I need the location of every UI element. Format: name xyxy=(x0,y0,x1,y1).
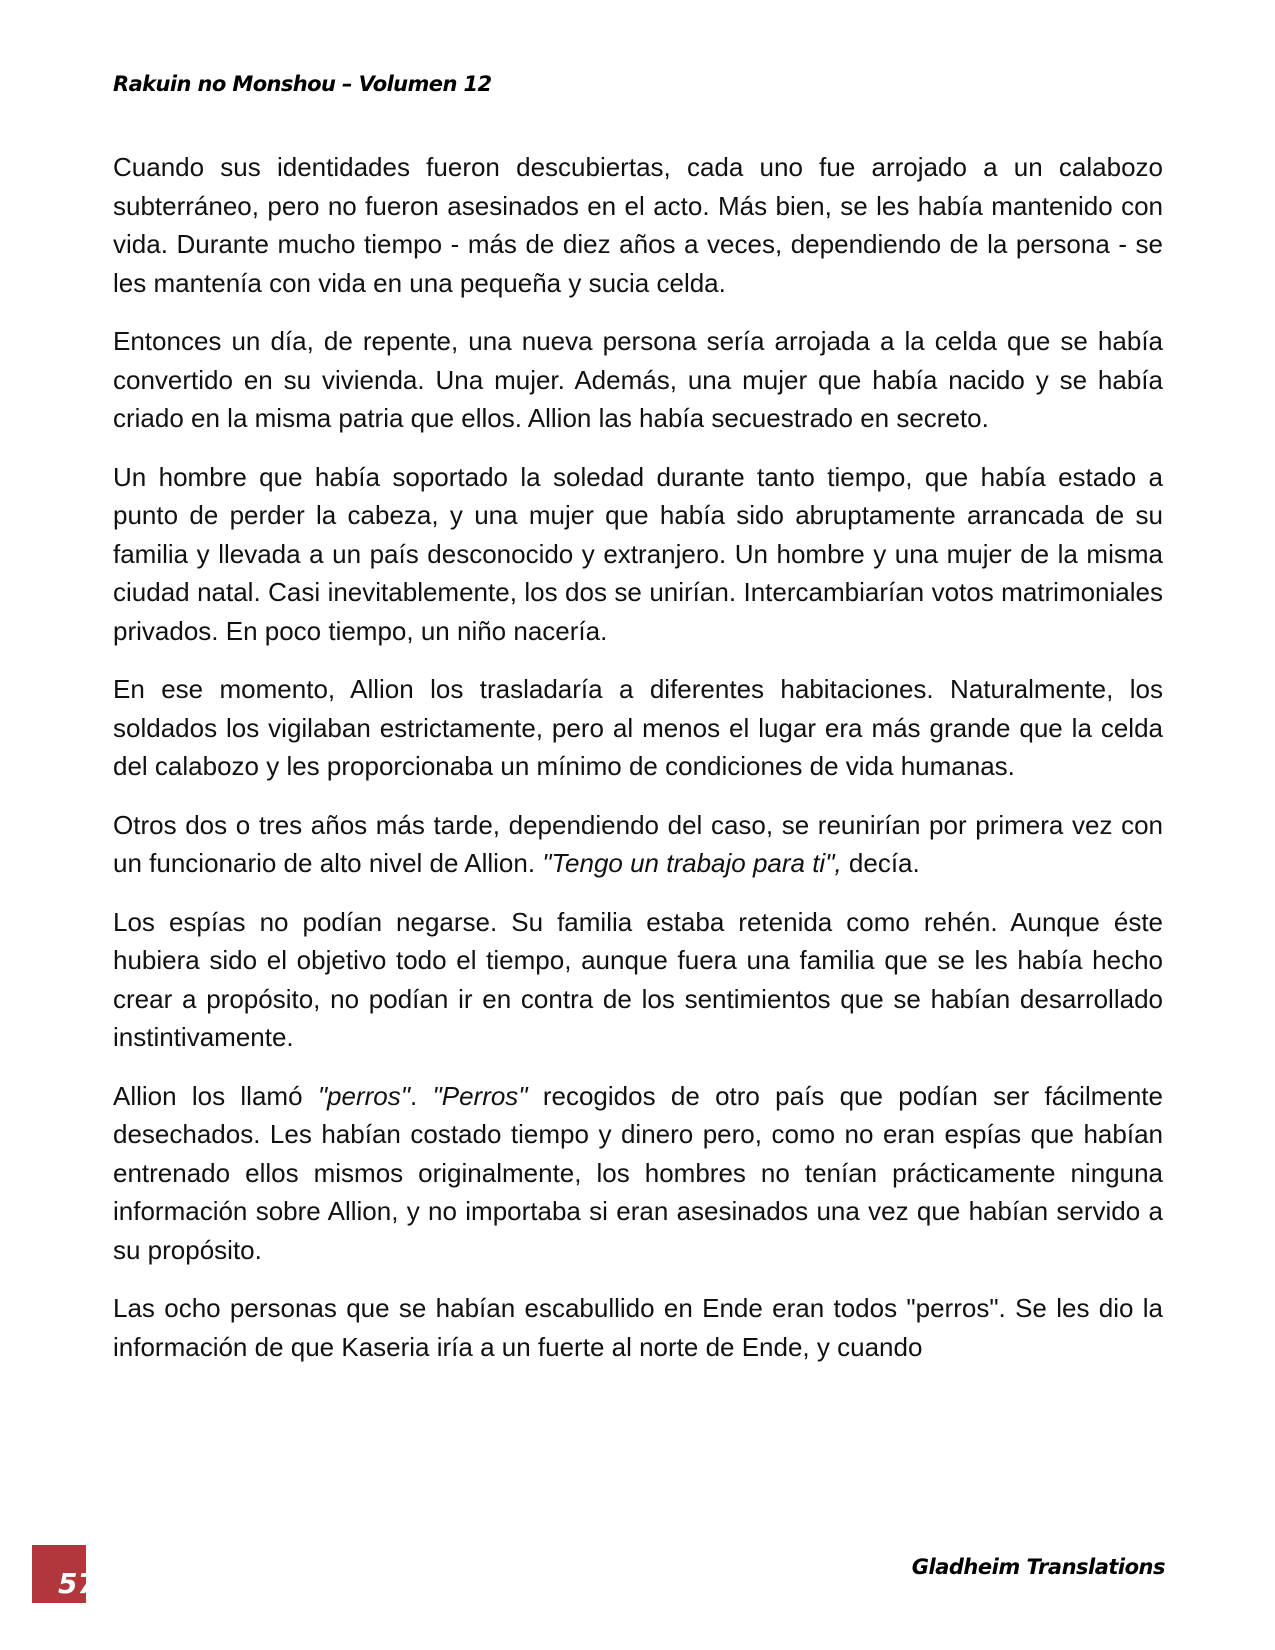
paragraph-8: Las ocho personas que se habían escabullido en Ende eran todos "perros". Se les dio la información de que Kaseria iría a un fuerte al norte de Ende, y cuando xyxy=(113,1293,1163,1362)
paragraph-5-text-end: decía. xyxy=(841,848,920,878)
paragraph-7-quote-2: "Perros" xyxy=(432,1080,528,1111)
page-number: 57 xyxy=(58,1567,97,1600)
paragraph-5-quote: "Tengo un trabajo para ti", xyxy=(542,848,842,878)
translator-credit: Gladheim Translations xyxy=(911,1555,1165,1579)
paragraph-7-text-end: recogidos de otro país que podían ser fácilmente desechados. Les habían costado tiempo y dinero pero, como no eran espías que habían entrenado ellos mismos originalmente, los hombres no tenían prácticamente ninguna información sobre Allion, y no importaba si eran asesinados una vez que habían servido a su propósito. xyxy=(113,1080,1163,1265)
page-number-underline xyxy=(32,1603,86,1607)
paragraph-3: Un hombre que había soportado la soledad durante tanto tiempo, que había estado a punto de perder la cabeza, y una mujer que había sido abruptamente arrancada de su familia y llevada a un país desconocido y extranjero. Un hombre y una mujer de la misma ciudad natal. Casi inevitablemente, los dos se unirían. Intercambiarían votos matrimoniales privados. En poco tiempo, un niño nacería. xyxy=(113,461,1163,646)
paragraph-4: En ese momento, Allion los trasladaría a diferentes habitaciones. Naturalmente, los soldados los vigilaban estrictamente, pero al menos el lugar era más grande que la celda del calabozo y les proporcionaba un mínimo de condiciones de vida humanas. xyxy=(113,674,1163,781)
paragraph-7-text-start: Allion los llamó xyxy=(113,1080,318,1111)
paragraph-7 xyxy=(113,1077,1163,1270)
paragraph-5 xyxy=(113,806,1163,883)
paragraph-7-quote-1: "perros" xyxy=(317,1080,410,1111)
paragraph-7-text-mid: . xyxy=(409,1080,433,1111)
paragraph-2: Entonces un día, de repente, una nueva persona sería arrojada a la celda que se había convertido en su vivienda. Una mujer. Además, una mujer que había nacido y se había criado en la misma patria que ellos. Allion las había secuestrado en secreto. xyxy=(113,326,1163,433)
paragraph-1: Cuando sus identidades fueron descubiertas, cada uno fue arrojado a un calabozo subterráneo, pero no fueron asesinados en el acto. Más bien, se les había mantenido con vida. Durante mucho tiempo - más de diez años a veces, dependiendo de la persona - se les mantenía con vida en una pequeña y sucia celda. xyxy=(113,152,1163,298)
paragraph-6: Los espías no podían negarse. Su familia estaba retenida como rehén. Aunque éste hubiera sido el objetivo todo el tiempo, aunque fuera una familia que se les había hecho crear a propósito, no podían ir en contra de los sentimientos que se habían desarrollado instintivamente. xyxy=(113,906,1163,1052)
chapter-body xyxy=(113,148,1163,1386)
paragraph-5-text-start: Otros dos o tres años más tarde, dependiendo del caso, se reunirían por primera vez con un funcionario de alto nivel de Allion. xyxy=(113,809,1163,878)
book-header-title: Rakuin no Monshou – Volumen 12 xyxy=(113,72,492,96)
